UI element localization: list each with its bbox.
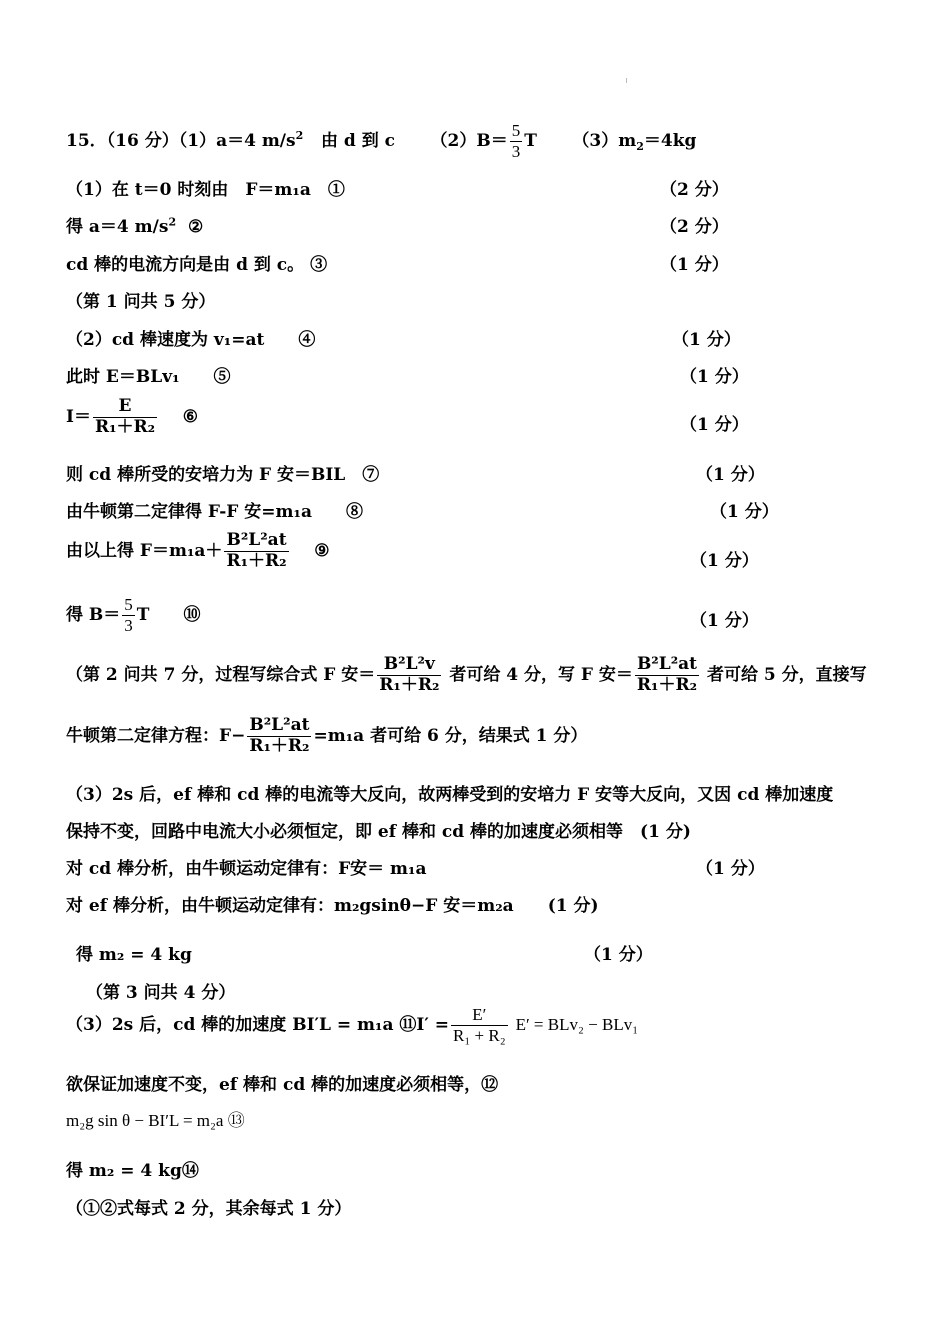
step-5: 此时 E＝BLv₁ ⑤	[66, 367, 231, 387]
alt-part3-line3: m₂g sin θ − BI′L = m₂a ⑬	[66, 1111, 245, 1130]
part2-note-line2: 牛顿第二定律方程：F− $\frac{\text{B²L²at}}{\text{R₁＋R₂}}$ =m₁a 者可给 6 分，结果式 1 分）	[66, 715, 588, 756]
step-2: 得 a＝4 $m/s^2$ ②	[66, 215, 204, 237]
step-9: 由以上得 F＝m₁a＋ $\frac{\text{B²L²at}}{\text{R₁＋R₂}}$ ⑨	[66, 530, 330, 571]
score-6: （1 分）	[680, 415, 749, 435]
score-16: （1 分）	[696, 859, 765, 879]
step-6: I＝ $\frac{E}{\text{R₁＋R₂}}$ ⑥	[66, 396, 199, 437]
score-4: （1 分）	[672, 330, 741, 350]
fraction-note-2: $\frac{\text{B²L²at}}{\text{R₁＋R₂}}$	[636, 654, 698, 695]
step-10: 得 B＝ $\frac{5}{3}$ T ⑩	[66, 595, 201, 635]
step-8: 由牛顿第二定律得 F-F 安=m₁a ⑧	[66, 502, 363, 522]
score-2: （2 分）	[660, 217, 729, 237]
score-3: （1 分）	[660, 255, 729, 275]
answer-m2: （3）m	[572, 130, 637, 151]
alt-part3-line2: 欲保证加速度不变，ef 棒和 cd 棒的加速度必须相等，⑫	[66, 1075, 499, 1095]
fraction-i-prime: $\frac{E'}{\text{R₁ + R₂}}$	[453, 1005, 506, 1045]
fraction-current: $\frac{E}{\text{R₁＋R₂}}$	[94, 396, 156, 437]
score-1: （2 分）	[660, 180, 729, 200]
part3-total: （第 3 问共 4 分）	[86, 983, 236, 1003]
answer-b: （2）B＝	[430, 130, 508, 151]
fraction-note-3: $\frac{\text{B²L²at}}{\text{R₁＋R₂}}$	[249, 715, 310, 756]
step-3: cd 棒的电流方向是由 d 到 c。 ③	[66, 255, 328, 275]
part3-cd-analysis: 对 cd 棒分析，由牛顿运动定律有：F安＝ m₁a	[66, 859, 427, 879]
scoring-note: （①②式每式 2 分，其余每式 1 分）	[66, 1199, 352, 1219]
answer-a: a＝4 m/s	[216, 130, 296, 151]
question-number: 15．（16 分）（1）	[66, 130, 217, 151]
alt-part3-line1: （3）2s 后，cd 棒的加速度 BI′L = m₁a ⑪I′ = $\frac{E'}{\text{R₁ + R₂}}$ E′ = BLv₂ − BLv₁	[66, 1005, 639, 1045]
scan-speck	[626, 78, 627, 83]
score-5: （1 分）	[680, 367, 749, 387]
alt-part3-line4: 得 m₂ = 4 kg⑭	[66, 1161, 199, 1181]
step-7: 则 cd 棒所受的安培力为 F 安＝BIL ⑦	[66, 465, 380, 485]
fraction-force: $\frac{\text{B²L²at}}{\text{R₁＋R₂}}$	[226, 530, 287, 571]
fraction-5-3: $\frac{5}{3}$	[511, 121, 521, 161]
fraction-note-1: $\frac{\text{B²L²v}}{\text{R₁＋R₂}}$	[379, 654, 440, 695]
part3-text-2: 保持不变，回路中电流大小必须恒定，即 ef 棒和 cd 棒的加速度必须相等 (1 分)	[66, 822, 691, 842]
score-8: （1 分）	[710, 502, 779, 522]
score-9: （1 分）	[690, 551, 759, 571]
part3-ef-analysis: 对 ef 棒分析，由牛顿运动定律有：m₂gsinθ−F 安＝m₂a (1 分)	[66, 896, 599, 916]
step-4: （2）cd 棒速度为 v₁=at ④	[66, 330, 316, 350]
score-10: （1 分）	[690, 611, 759, 631]
part1-total: （第 1 问共 5 分）	[66, 292, 216, 312]
question-header: 15．（16 分）（1）a＝4 $m/s^2$ 由 d 到 c （2）B＝ $\frac{5}{3}$ T $(3)m_2=4kg$	[66, 121, 697, 161]
fraction-b: $\frac{5}{3}$	[124, 595, 133, 635]
step-1: （1）在 t＝0 时刻由 F＝m₁a ①	[66, 180, 345, 200]
part3-text-1: （3）2s 后，ef 棒和 cd 棒的电流等大反向，故两棒受到的安培力 F 安等大反向，又因 cd 棒加速度	[66, 785, 834, 805]
answer-direction: 由 d 到 c	[321, 130, 396, 151]
score-18: （1 分）	[584, 945, 653, 965]
part2-note-line1: （第 2 问共 7 分，过程写综合式 F 安＝ $\frac{\text{B²L²v}}{\text{R₁＋R₂}}$ 者可给 4 分，写 F 安＝ $\frac{\text{B²L²at}}{\text{R₁＋R₂}}$ 者可给 5 分，直接写	[66, 654, 867, 695]
part3-result: 得 m₂ = 4 kg	[76, 945, 192, 965]
score-7: （1 分）	[696, 465, 765, 485]
